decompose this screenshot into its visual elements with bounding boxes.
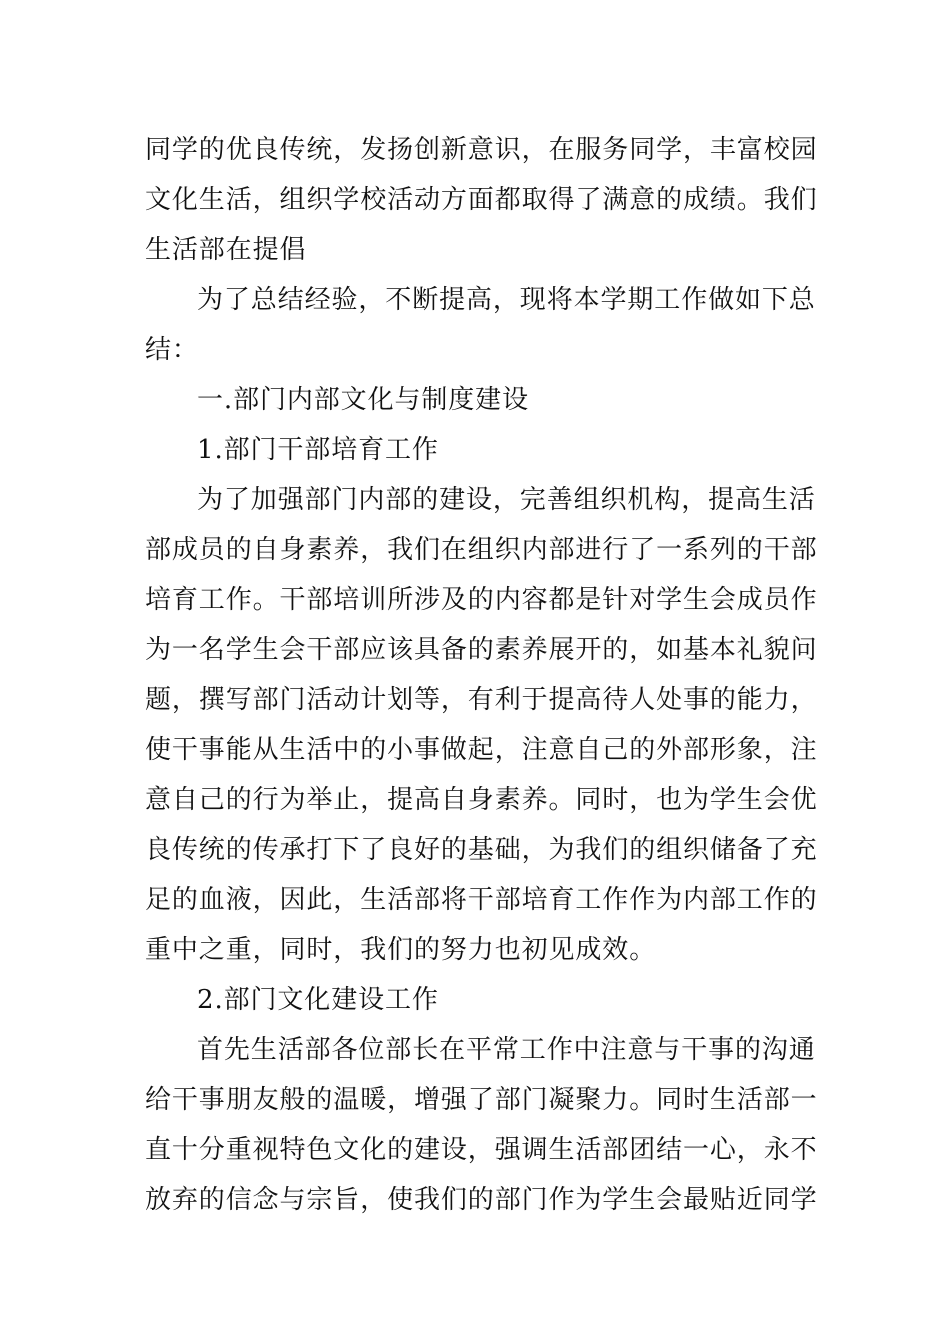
- paragraph-line: 题，撰写部门活动计划等，有利于提高待人处事的能力，: [145, 685, 818, 715]
- paragraph-line: 足的血液，因此，生活部将干部培育工作作为内部工作的: [145, 885, 818, 915]
- paragraph-line: 良传统的传承打下了良好的基础，为我们的组织储备了充: [145, 835, 818, 865]
- subsection-heading: 2.部门文化建设工作: [197, 985, 439, 1015]
- subsection-heading: 1.部门干部培育工作: [197, 435, 439, 465]
- paragraph-line: 为了总结经验，不断提高，现将本学期工作做如下总: [197, 285, 816, 315]
- paragraph-line: 直十分重视特色文化的建设，强调生活部团结一心，永不: [145, 1135, 818, 1165]
- section-heading: 一.部门内部文化与制度建设: [197, 385, 529, 415]
- paragraph-line: 给干事朋友般的温暖，增强了部门凝聚力。同时生活部一: [145, 1085, 818, 1115]
- paragraph-line: 意自己的行为举止，提高自身素养。同时，也为学生会优: [145, 785, 818, 815]
- paragraph-line: 文化生活，组织学校活动方面都取得了满意的成绩。我们: [145, 185, 818, 215]
- paragraph-line: 结：: [145, 335, 199, 365]
- paragraph-line: 使干事能从生活中的小事做起，注意自己的外部形象，注: [145, 735, 818, 765]
- paragraph-line: 为一名学生会干部应该具备的素养展开的，如基本礼貌问: [145, 635, 818, 665]
- paragraph-line: 重中之重，同时，我们的努力也初见成效。: [145, 935, 657, 965]
- paragraph-line: 生活部在提倡: [145, 235, 307, 265]
- paragraph-line: 首先生活部各位部长在平常工作中注意与干事的沟通: [197, 1035, 816, 1065]
- paragraph-line: 同学的优良传统，发扬创新意识，在服务同学，丰富校园: [145, 135, 818, 165]
- paragraph-line: 为了加强部门内部的建设，完善组织机构，提高生活: [197, 485, 816, 515]
- paragraph-line: 部成员的自身素养，我们在组织内部进行了一系列的干部: [145, 535, 818, 565]
- paragraph-line: 放弃的信念与宗旨，使我们的部门作为学生会最贴近同学: [145, 1185, 818, 1215]
- paragraph-line: 培育工作。干部培训所涉及的内容都是针对学生会成员作: [145, 585, 818, 615]
